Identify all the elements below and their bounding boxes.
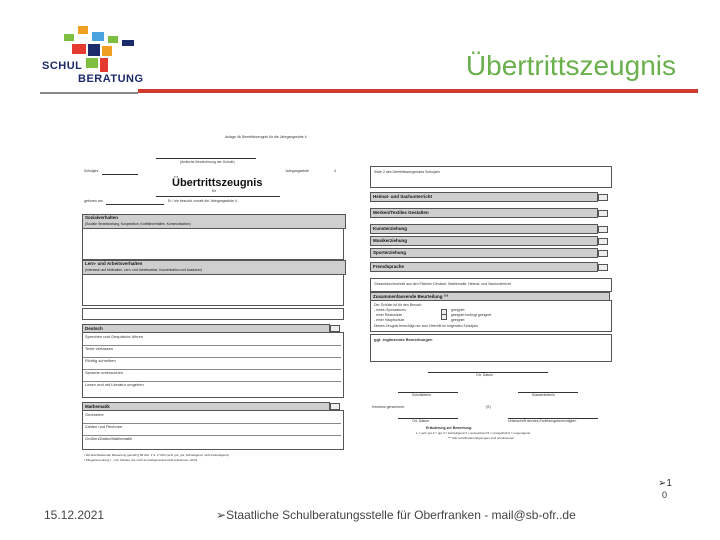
subject-row: Musikerziehung xyxy=(370,236,598,246)
title-rule-red xyxy=(138,89,698,93)
summary-mark: geeignet xyxy=(451,318,465,322)
german-row: Texte verfassen xyxy=(83,347,341,358)
guardian-label: Unterschrift der/des Erziehungsberechtigten xyxy=(508,419,577,423)
math-header: Mathematik xyxy=(82,402,330,411)
header-box xyxy=(370,166,612,188)
german-row: Sprechen und Gespräche führen xyxy=(83,335,341,346)
footer-text: Staatliche Schulberatungsstelle für Oberfranken - mail@sb-ofr..de xyxy=(226,508,576,522)
subject-grade-box xyxy=(598,238,608,245)
annex-line: Anlage 4b Übertrittszeugnis für die Jahrgangsstufe 4 xyxy=(225,135,307,139)
subject-row: Werken/Textiles Gestalten xyxy=(370,208,598,218)
place-date-2: Ort, Datum xyxy=(412,419,430,423)
summary-box xyxy=(370,300,612,332)
subject-row: Sporterziehung xyxy=(370,248,598,258)
document-page-left xyxy=(80,132,348,468)
for-label: für xyxy=(212,189,217,193)
attends-text: Er / sie besucht zurzeit die Jahrgangsstufe 4. xyxy=(168,199,238,203)
summary-note: Dieses Zeugnis berechtigt nur zum Übertritt im folgenden Schuljahr xyxy=(374,324,479,328)
logo xyxy=(36,22,146,88)
page-number-suffix: 0 xyxy=(662,490,668,500)
pupil-label: Schuljahr xyxy=(84,169,99,173)
subject-row: Fremdsprache xyxy=(370,262,598,272)
learn-title: Lern- und Arbeitsverhalten xyxy=(85,261,143,266)
remarks-box xyxy=(370,334,612,362)
arrow-bullet-icon: ➢ xyxy=(216,508,227,522)
place-date: Ort, Datum xyxy=(476,373,494,377)
social-header xyxy=(82,214,346,229)
page-number xyxy=(658,478,672,489)
footnote-1: ¹ Mit abschließender Bewertung gemäß § 58 Abs. 1 S. 2 VSO (sehr gut, gut, befriedigend, nicht befriedigend) xyxy=(84,453,229,457)
german-row: Lesen und mit Literatur umgehen xyxy=(85,383,144,387)
doc-title: Übertrittszeugnis xyxy=(172,177,263,189)
german-rows-box xyxy=(82,332,344,398)
german-header: Deutsch xyxy=(82,324,330,333)
summary-mark: geeignet xyxy=(451,308,465,312)
legend-text: 1 = sehr gut 2 = gut 3 = befriedigend 4 = ausreichend 5 = mangelhaft 6 = ungenügend xyxy=(416,431,531,435)
logo-line2: BERATUNG xyxy=(78,73,144,85)
seen-label: Kenntnis genommen: xyxy=(372,405,406,409)
remarks-title: ggf. ergänzende Bemerkungen xyxy=(374,337,433,342)
summary-option: - einer Hauptschule xyxy=(374,318,405,322)
school-line: (Amtliche Bezeichnung der Schule) xyxy=(180,160,235,164)
german-grade-box xyxy=(330,325,340,332)
social-text-box xyxy=(82,228,344,260)
subject-grade-box xyxy=(598,210,608,217)
overall-box xyxy=(370,278,612,292)
document-page-right xyxy=(368,164,616,456)
subject-row: Kunsterziehung xyxy=(370,224,598,234)
summary-mark: geeignet bedingt geeignet xyxy=(451,313,492,317)
title-rule-gray xyxy=(40,92,138,94)
learn-header xyxy=(82,260,346,275)
grade-label: Jahrgangsstufe xyxy=(285,169,309,173)
subject-grade-box xyxy=(598,194,608,201)
grade-value: 4 xyxy=(334,169,336,173)
footnote-2: ² Pflegebemerkung (...) für Schüler, die nicht am Religionsunterricht teilnehmen, Ethik xyxy=(84,458,198,462)
social-title: Sozialverhalten xyxy=(85,215,119,220)
logo-line1: SCHUL xyxy=(42,60,83,72)
legend-title: Erläuterung zur Bewertung: xyxy=(426,426,473,430)
signature-strip xyxy=(82,308,344,320)
summary-header: Zusammenfassende Beurteilung ¹²³ xyxy=(370,292,610,301)
german-row: Richtig schreiben xyxy=(83,359,341,370)
subject-grade-box xyxy=(598,250,608,257)
right-top-line: Seite 2 des Übertrittszeugnisses Schuljahr xyxy=(374,170,440,174)
checkbox xyxy=(441,314,447,320)
slide-title: Übertrittszeugnis xyxy=(465,50,676,81)
math-row: Geometrie xyxy=(83,413,341,424)
head-label: Schulleiterin xyxy=(412,393,432,397)
learn-sub: (Interesse und Motivation, Lern- und Arbeitsweise, Konzentration und Ausdauer) xyxy=(85,268,202,272)
footer-date: 15.12.2021 xyxy=(44,508,105,522)
subject-grade-box xyxy=(598,226,608,233)
teacher-label: Klassenleiterin xyxy=(532,393,555,397)
subject-row: Heimat- und Sachunterricht xyxy=(370,192,598,202)
seal-label: (S) xyxy=(486,405,491,409)
social-sub: (Soziale Verantwortung, Kooperation, Konfliktverhalten, Kommunikation) xyxy=(85,222,191,226)
arrow-bullet-icon: ➢ xyxy=(658,478,667,489)
math-row: Größen/Daten/Mathematik xyxy=(85,437,133,441)
overall-line: Gesamtdurchschnitt aus den Fächern Deutsch, Mathematik, Heimat- und Sachunterricht xyxy=(374,282,511,286)
german-row: Sprache untersuchen xyxy=(83,371,341,382)
math-row: Zahlen und Rechnen xyxy=(83,425,341,436)
summary-intro: Der Schüler ist für den Besuch xyxy=(374,303,422,307)
footer-contact xyxy=(216,508,576,522)
born-label: geboren am xyxy=(84,199,103,203)
page-number-value: 1 xyxy=(666,478,672,489)
summary-option: - eines Gymnasiums xyxy=(374,308,406,312)
subject-grade-box xyxy=(598,264,608,271)
math-rows-box xyxy=(82,410,344,450)
summary-option: - einer Realschule xyxy=(374,313,403,317)
legend-note: *** Alle zutreffenden Eignungen sind anzukreuzen xyxy=(448,436,515,440)
math-grade-box xyxy=(330,403,340,410)
learn-text-box xyxy=(82,274,344,306)
